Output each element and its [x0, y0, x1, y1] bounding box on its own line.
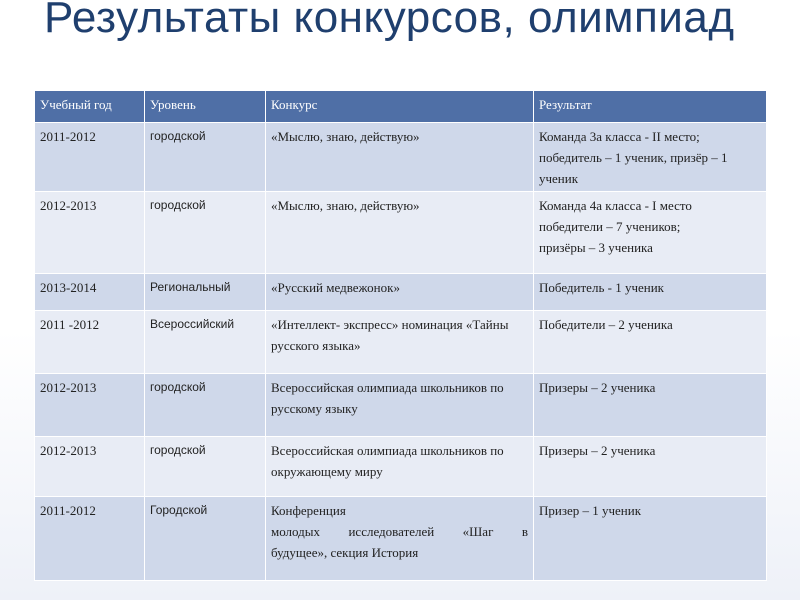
cell-level: городской: [145, 437, 266, 497]
cell-contest: «Мыслю, знаю, действую»: [266, 192, 534, 274]
header-year: Учебный год: [35, 91, 145, 123]
cell-result: Победители – 2 ученика: [534, 311, 767, 374]
cell-year: 2013-2014: [35, 274, 145, 311]
contest-line: молодых исследователей «Шаг в: [271, 524, 528, 539]
cell-year: 2011-2012: [35, 497, 145, 581]
cell-contest: «Русский медвежонок»: [266, 274, 534, 311]
contest-line: будущее», секция История: [271, 545, 419, 560]
result-line: Команда 4а класса - I место: [539, 198, 692, 213]
table-row: [35, 437, 767, 497]
table-row: [35, 497, 767, 581]
cell-contest: Всероссийская олимпиада школьников по русскому языку: [266, 374, 534, 437]
table-row: [35, 311, 767, 374]
cell-year: 2012-2013: [35, 437, 145, 497]
header-result: Результат: [534, 91, 767, 123]
cell-contest: «Интеллект- экспресс» номинация «Тайны русского языка»: [266, 311, 534, 374]
header-level: Уровень: [145, 91, 266, 123]
cell-level: Всероссийский: [145, 311, 266, 374]
cell-result: Призеры – 2 ученика: [534, 374, 767, 437]
slide-title: Результаты конкурсов, олимпиад: [44, 0, 735, 42]
cell-year: 2012-2013: [35, 374, 145, 437]
results-table: [34, 90, 767, 581]
contest-line: Конференция: [271, 503, 346, 518]
cell-result: Призер – 1 ученик: [534, 497, 767, 581]
cell-contest: [266, 497, 534, 581]
cell-level: городской: [145, 123, 266, 192]
cell-level: Городской: [145, 497, 266, 581]
cell-level: городской: [145, 192, 266, 274]
result-line: победители – 7 учеников;: [539, 219, 681, 234]
cell-result: Призеры – 2 ученика: [534, 437, 767, 497]
cell-result: Победитель - 1 ученик: [534, 274, 767, 311]
cell-year: 2011-2012: [35, 123, 145, 192]
cell-result: [534, 192, 767, 274]
table-row: [35, 374, 767, 437]
result-line: призёры – 3 ученика: [539, 240, 653, 255]
table-row: [35, 274, 767, 311]
cell-year: 2012-2013: [35, 192, 145, 274]
table-row: [35, 123, 767, 192]
cell-result: Команда 3а класса - II место; победитель – 1 ученик, призёр – 1 ученик: [534, 123, 767, 192]
cell-contest: Всероссийская олимпиада школьников по окружающему миру: [266, 437, 534, 497]
header-contest: Конкурс: [266, 91, 534, 123]
cell-year: 2011 -2012: [35, 311, 145, 374]
cell-level: городской: [145, 374, 266, 437]
table-header-row: [35, 91, 767, 123]
table-row: [35, 192, 767, 274]
cell-contest: «Мыслю, знаю, действую»: [266, 123, 534, 192]
cell-level: Региональный: [145, 274, 266, 311]
